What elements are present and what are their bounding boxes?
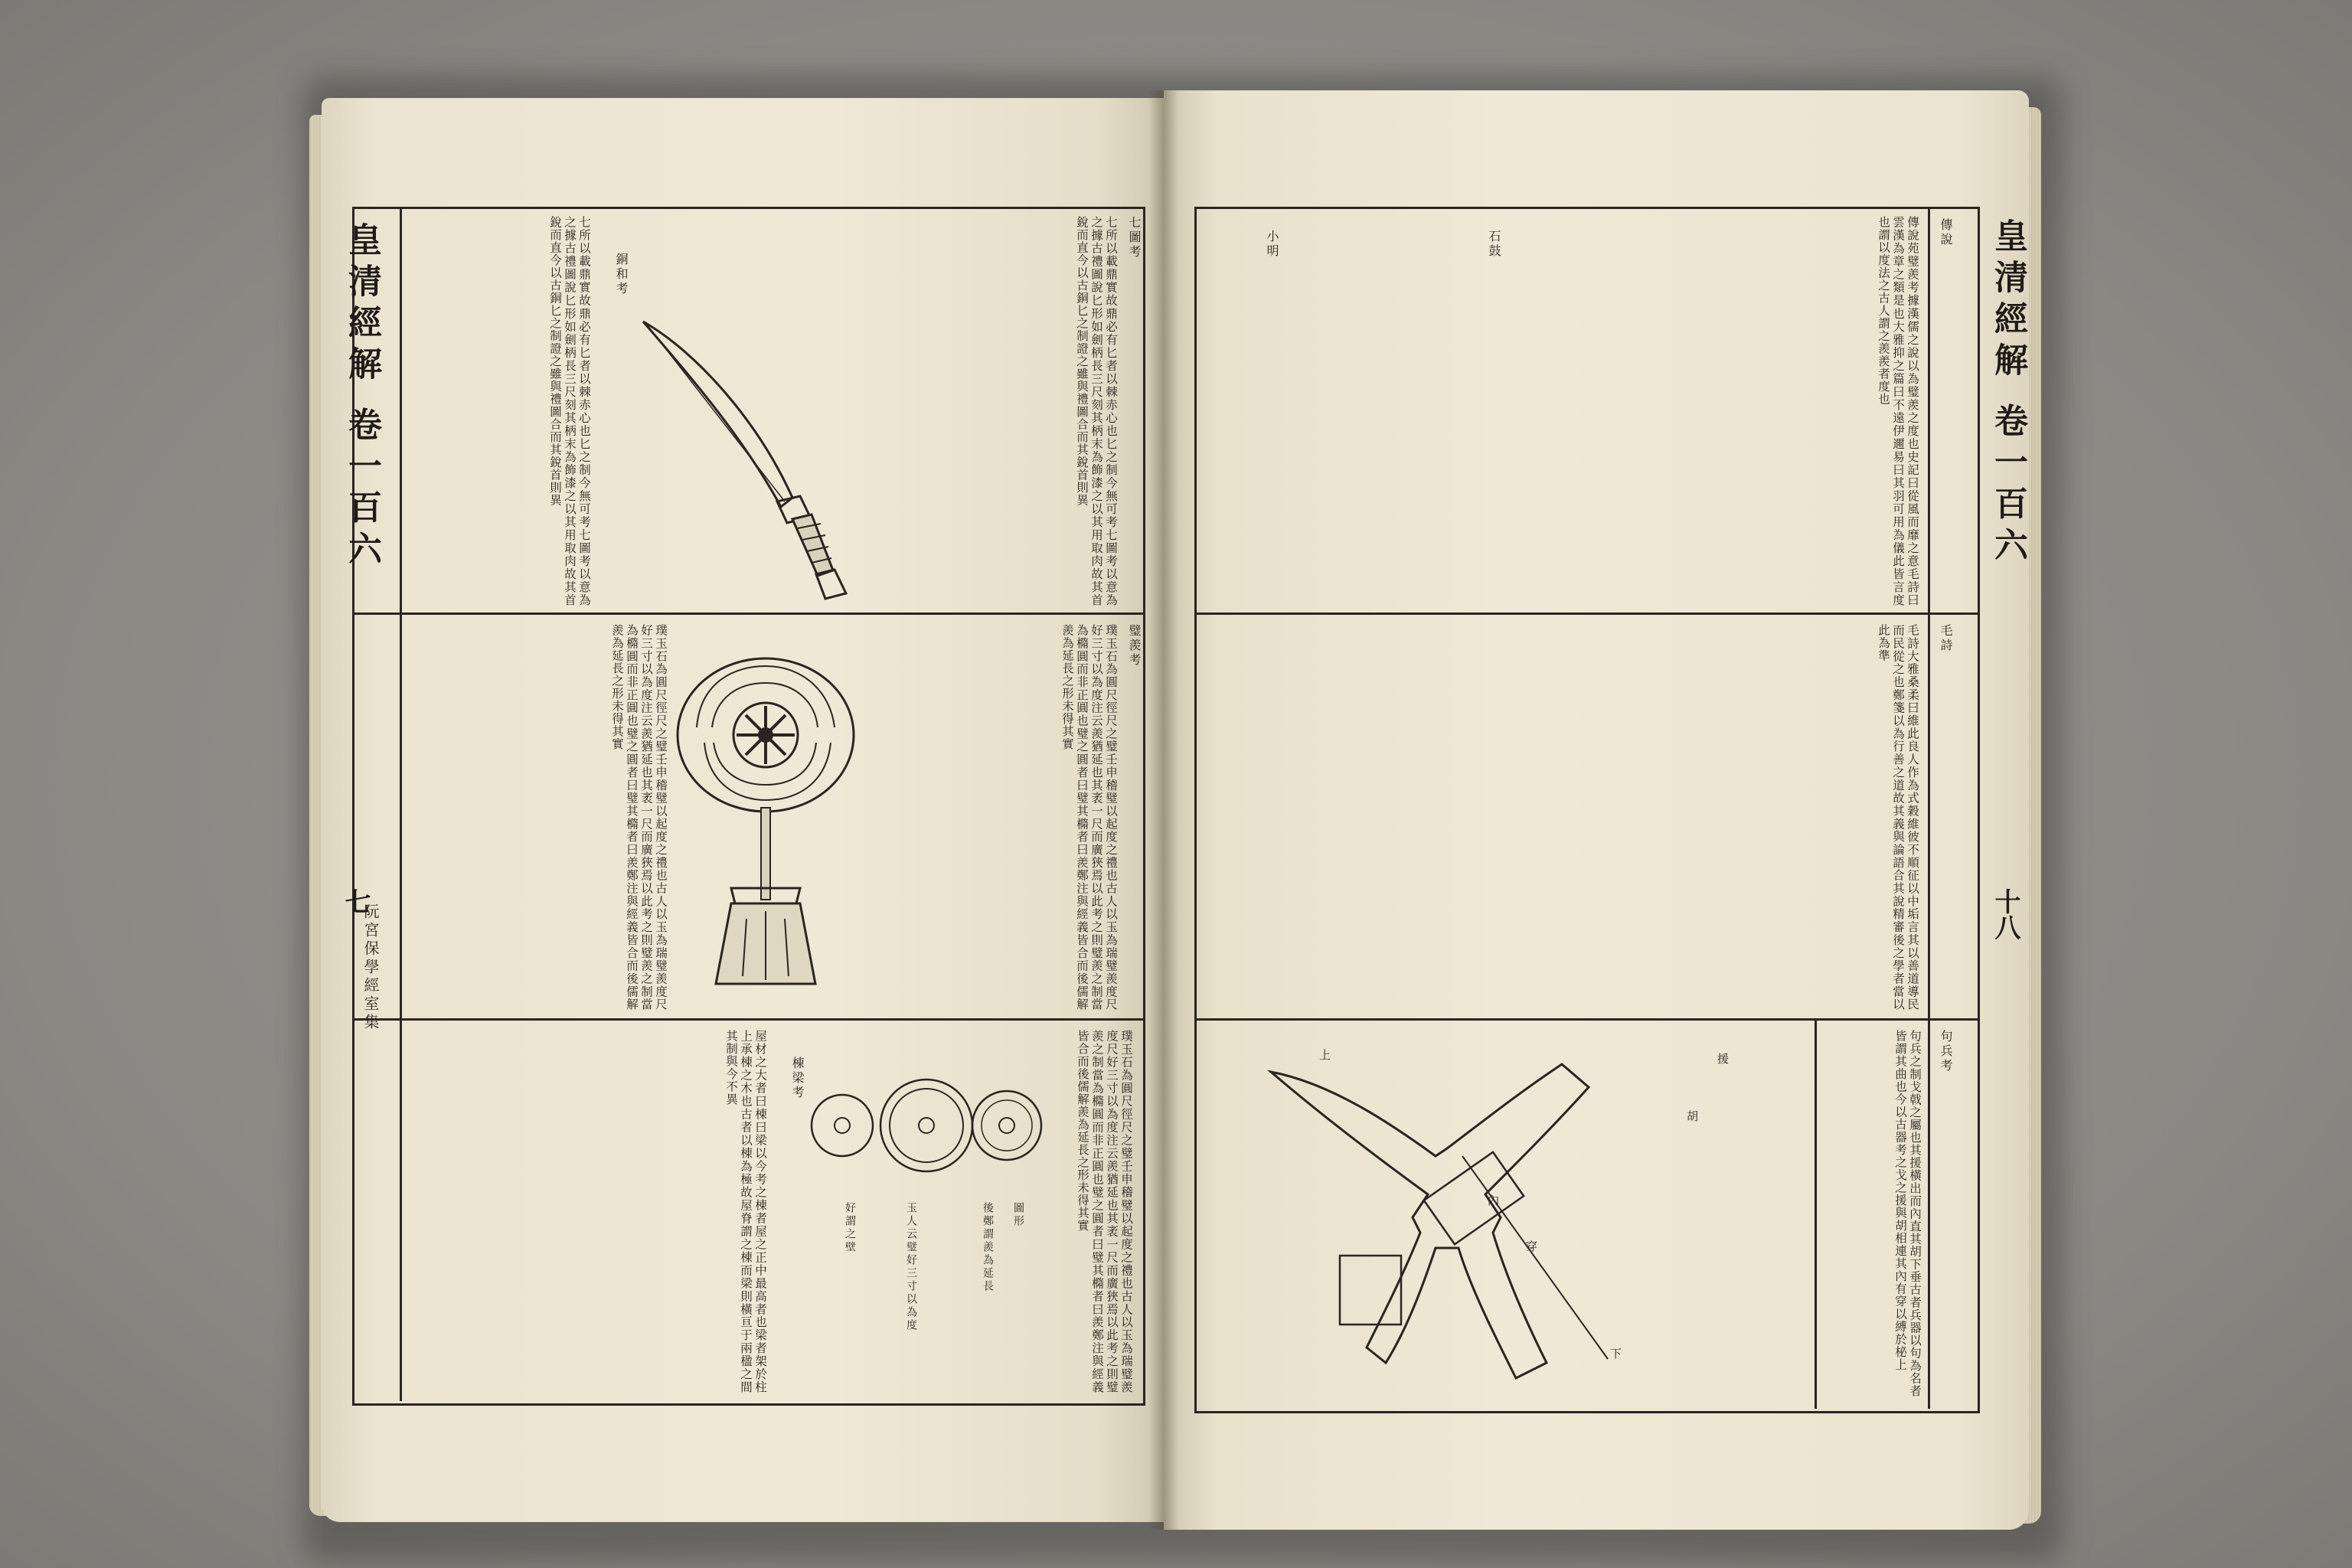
left-section-divider-1 [352, 612, 1143, 615]
halberd-label-2: 胡 [1685, 1110, 1699, 1124]
left-section-3-title: 棟梁考 [790, 1057, 805, 1100]
ring-caption-3: 後鄭謂羨為延長 [982, 1202, 994, 1293]
ring-diagrams [804, 1064, 1049, 1187]
right-margin-rule [1928, 207, 1930, 1409]
ring-caption-4: 圖形 [1012, 1202, 1024, 1228]
right-bottom-column-rule [1815, 1018, 1817, 1409]
left-margin-rule [400, 207, 402, 1401]
halberd-label-5: 上 [1318, 1049, 1331, 1063]
disk-illustration [666, 635, 873, 995]
left-folio: 七 [340, 888, 371, 914]
right-section-1-title: 傳說 [1939, 218, 1953, 247]
left-section-divider-2 [352, 1018, 1143, 1021]
right-running-head: 皇清經解 卷一百六 [1988, 218, 2027, 569]
book-gutter [1148, 90, 1179, 1530]
dagger-illustration [628, 306, 858, 612]
right-folio: 十八 [1990, 888, 2020, 940]
right-annotation-2: 小明 [1265, 230, 1279, 259]
left-section-1-title: 七圖考 [1127, 216, 1142, 260]
dagger-figure-label: 銅和考 [614, 253, 629, 296]
right-annotation-1: 石鼓 [1487, 230, 1501, 259]
left-section-3-text: 屋材之大者曰棟曰梁以今考之棟者屋之正中最高者也梁者架於柱上承棟之木也古者以棟為極故屋脊謂之棟而梁則橫亘于兩楹之間其制與今不異 [724, 1030, 767, 1393]
left-colophon: 阮宮保學經室集 [361, 903, 380, 1032]
left-section-2-text: 璞玉石為圓尺徑尺之璧壬申稽璧以起度之禮也古人以玉為瑞璧羨度尺好三寸以為度注云羨猶延也其袤一尺而廣狹焉以此考之則璧羨之制當為橢圓而非正圓也璧之圓者曰璧其橢者曰羨鄭注與經義皆合而後儒解羨為延長之形未得其實 [1060, 624, 1118, 1011]
left-running-head: 皇清經解 卷一百六 [342, 222, 381, 573]
right-section-3-title: 句兵考 [1939, 1030, 1953, 1073]
left-section-3-text-b: 璞玉石為圓尺徑尺之璧壬申稽璧以起度之禮也古人以玉為瑞璧羨度尺好三寸以為度注云羨猶延也其袤一尺而廣狹焉以此考之則璧羨之制當為橢圓而非正圓也璧之圓者曰璧其橢者曰羨鄭注與經義皆合而後儒解羨為延長之形未得其實 [1076, 1030, 1133, 1393]
halberd-label-1: 援 [1716, 1053, 1730, 1067]
left-section-2-text-b: 璞玉石為圓尺徑尺之璧壬申稽璧以起度之禮也古人以玉為瑞璧羨度尺好三寸以為度注云羨猶延也其袤一尺而廣狹焉以此考之則璧羨之制當為橢圓而非正圓也璧之圓者曰璧其橢者曰羨鄭注與經義皆合而後儒解羨為延長之形未得其實 [610, 624, 668, 1011]
ring-caption-1: 好謂之壁 [844, 1202, 856, 1254]
right-section-2-text: 毛詩大雅桑柔曰維此良人作為式穀維彼不順征以中垢言其以善道導民而民從之也鄭箋以為行善之道故其義與論語合其說精審後之學者當以此為準 [1877, 624, 1919, 1011]
halberd-illustration [1240, 1041, 1776, 1393]
right-section-1-text: 傳說苑璧羨考據漢儒之說以為璧羨之度也史記曰從風而靡之意毛詩曰雲漢為章之類是也大雅抑之篇曰不遠伊邇易曰其羽可用為儀此皆言度也謂以度法之古人謂之羨羨者度也 [1877, 216, 1919, 606]
left-section-2-title: 璧羨考 [1127, 624, 1142, 668]
right-section-3-text: 句兵之制戈戟之屬也其援橫出而內直其胡下垂古者兵器以句為名者皆謂其曲也今以古器考之戈之援與胡相連其內有穿以縛於柲上 [1893, 1030, 1922, 1397]
left-section-1-text-b: 七所以載鼎實故鼎必有匕者以棘赤心也匕之制今無可考七圖考以意為之據古禮圖說匕形如劍柄長三尺刻其柄末為飾漆之以其用取肉故其首銳而直今以古銅匕之制證之雖與禮圖合而其銳首則異 [548, 216, 591, 606]
ring-caption-2: 玉人云璧好三寸以為度 [905, 1202, 917, 1332]
right-section-2-title: 毛詩 [1939, 624, 1953, 653]
halberd-label-3: 內 [1486, 1194, 1500, 1208]
right-section-divider-2 [1194, 1018, 1978, 1021]
right-section-divider-1 [1194, 612, 1978, 615]
left-section-1-text: 七所以載鼎實故鼎必有匕者以棘赤心也匕之制今無可考七圖考以意為之據古禮圖說匕形如劍柄長三尺刻其柄末為飾漆之以其用取肉故其首銳而直今以古銅匕之制證之雖與禮圖合而其銳首則異 [1075, 216, 1118, 606]
halberd-label-4: 穿 [1524, 1240, 1538, 1254]
halberd-label-6: 下 [1609, 1348, 1622, 1361]
